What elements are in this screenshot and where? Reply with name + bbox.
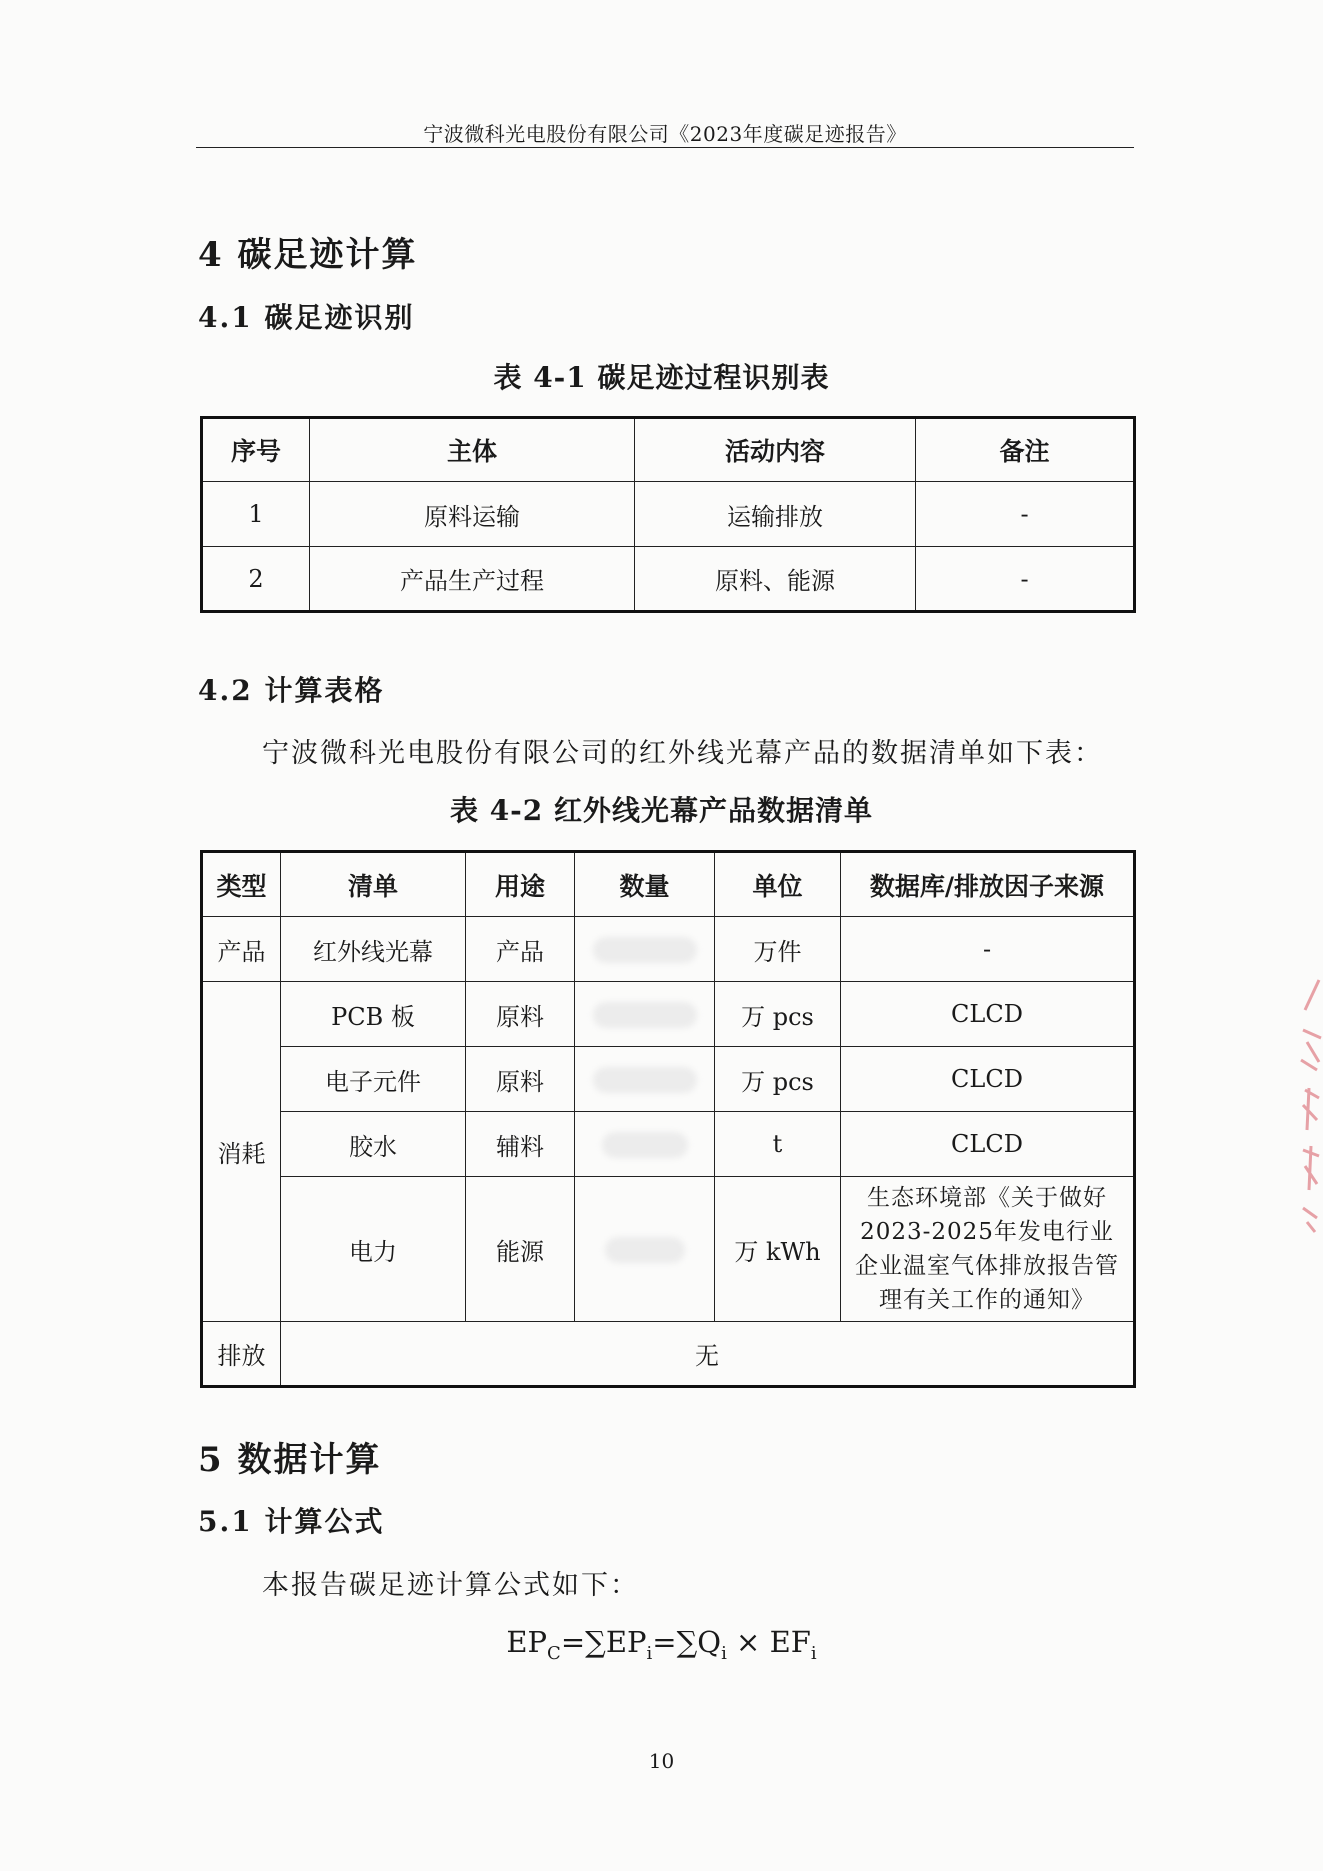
formula-ep: EP: [506, 1625, 548, 1659]
table-4-2: [200, 850, 1136, 1388]
col-header-source: 数据库/排放因子来源: [841, 852, 1135, 917]
cell-type-consume: 消耗: [202, 982, 281, 1322]
redacted-value: [593, 1067, 697, 1093]
cell-index: 2: [202, 547, 310, 612]
col-header-type: 类型: [202, 852, 281, 917]
cell-unit: 万 pcs: [715, 982, 841, 1047]
table-row: [202, 1112, 1135, 1177]
formula-sub-i: i: [721, 1642, 727, 1664]
cell-item: 胶水: [281, 1112, 466, 1177]
col-header-use: 用途: [466, 852, 575, 917]
cell-item: 电力: [281, 1177, 466, 1322]
col-header-subject: 主体: [310, 418, 635, 482]
col-header-quantity: 数量: [575, 852, 715, 917]
section-5-1-title: 5.1 计算公式: [198, 1505, 385, 1538]
table-row: [202, 547, 1135, 612]
formula-sub-i: i: [810, 1642, 817, 1664]
table-4-2-caption: 表 4-2 红外线光幕产品数据清单: [449, 794, 874, 827]
cell-quantity-redacted: [575, 1177, 715, 1322]
table-row: [202, 982, 1135, 1047]
cell-source: CLCD: [841, 1047, 1135, 1112]
redacted-value: [593, 1002, 697, 1028]
formula-sub-c: C: [547, 1642, 561, 1664]
formula-part2: =∑Q: [652, 1625, 722, 1659]
formula-sub-i: i: [646, 1642, 653, 1664]
cell-use: 原料: [466, 1047, 575, 1112]
cell-activity: 运输排放: [635, 482, 916, 547]
cell-source: -: [841, 917, 1135, 982]
cell-unit: 万 kWh: [715, 1177, 841, 1322]
table-header-row: [202, 852, 1135, 917]
header-rule: [196, 147, 1134, 148]
formula-part3: × EF: [726, 1625, 811, 1659]
cell-use: 能源: [466, 1177, 575, 1322]
section-5-title: 5 数据计算: [198, 1440, 382, 1480]
cell-use: 原料: [466, 982, 575, 1047]
cell-type: 排放: [202, 1322, 281, 1387]
table-row: [202, 482, 1135, 547]
col-header-activity: 活动内容: [635, 418, 916, 482]
col-header-item: 清单: [281, 852, 466, 917]
cell-subject: 产品生产过程: [310, 547, 635, 612]
cell-type: 产品: [202, 917, 281, 982]
cell-item: PCB 板: [281, 982, 466, 1047]
table-4-1: [200, 416, 1136, 613]
table-row-product: [202, 917, 1135, 982]
cell-item: 红外线光幕: [281, 917, 466, 982]
redacted-value: [602, 1132, 688, 1158]
col-header-note: 备注: [916, 418, 1135, 482]
section-4-2-intro: 宁波微科光电股份有限公司的红外线光幕产品的数据清单如下表：: [262, 738, 1103, 769]
table-row-emission: [202, 1322, 1135, 1387]
redacted-value: [593, 937, 697, 963]
table-header-row: [202, 418, 1135, 482]
cell-quantity-redacted: [575, 1112, 715, 1177]
cell-item: 电子元件: [281, 1047, 466, 1112]
cell-unit: 万件: [715, 917, 841, 982]
cell-use: 辅料: [466, 1112, 575, 1177]
cell-use: 产品: [466, 917, 575, 982]
col-header-unit: 单位: [715, 852, 841, 917]
table-row: [202, 1047, 1135, 1112]
cell-note: -: [916, 482, 1135, 547]
table-4-1-caption: 表 4-1 碳足迹过程识别表: [493, 361, 830, 394]
redacted-value: [605, 1237, 685, 1263]
page-header: 宁波微科光电股份有限公司《2023年度碳足迹报告》: [423, 122, 907, 146]
cell-quantity-redacted: [575, 1047, 715, 1112]
formula: [0, 1625, 1323, 1664]
cell-quantity-redacted: [575, 917, 715, 982]
section-4-1-title: 4.1 碳足迹识别: [198, 301, 415, 334]
cell-unit: 万 pcs: [715, 1047, 841, 1112]
cell-source: CLCD: [841, 982, 1135, 1047]
cell-unit: t: [715, 1112, 841, 1177]
cell-activity: 原料、能源: [635, 547, 916, 612]
cell-note: -: [916, 547, 1135, 612]
formula-part1: =∑EP: [560, 1625, 647, 1659]
section-4-title: 4 碳足迹计算: [198, 235, 418, 275]
cell-subject: 原料运输: [310, 482, 635, 547]
table-row: [202, 1177, 1135, 1322]
col-header-index: 序号: [202, 418, 310, 482]
page-number: 10: [648, 1749, 675, 1773]
section-4-2-title: 4.2 计算表格: [198, 674, 385, 707]
cell-emission-value: 无: [281, 1322, 1135, 1387]
seal-stamp-fragment: [1289, 970, 1323, 1240]
cell-source: 生态环境部《关于做好2023-2025年发电行业企业温室气体排放报告管理有关工作的通知》: [841, 1177, 1135, 1322]
cell-quantity-redacted: [575, 982, 715, 1047]
cell-index: 1: [202, 482, 310, 547]
cell-source: CLCD: [841, 1112, 1135, 1177]
section-5-1-intro: 本报告碳足迹计算公式如下：: [262, 1570, 639, 1601]
